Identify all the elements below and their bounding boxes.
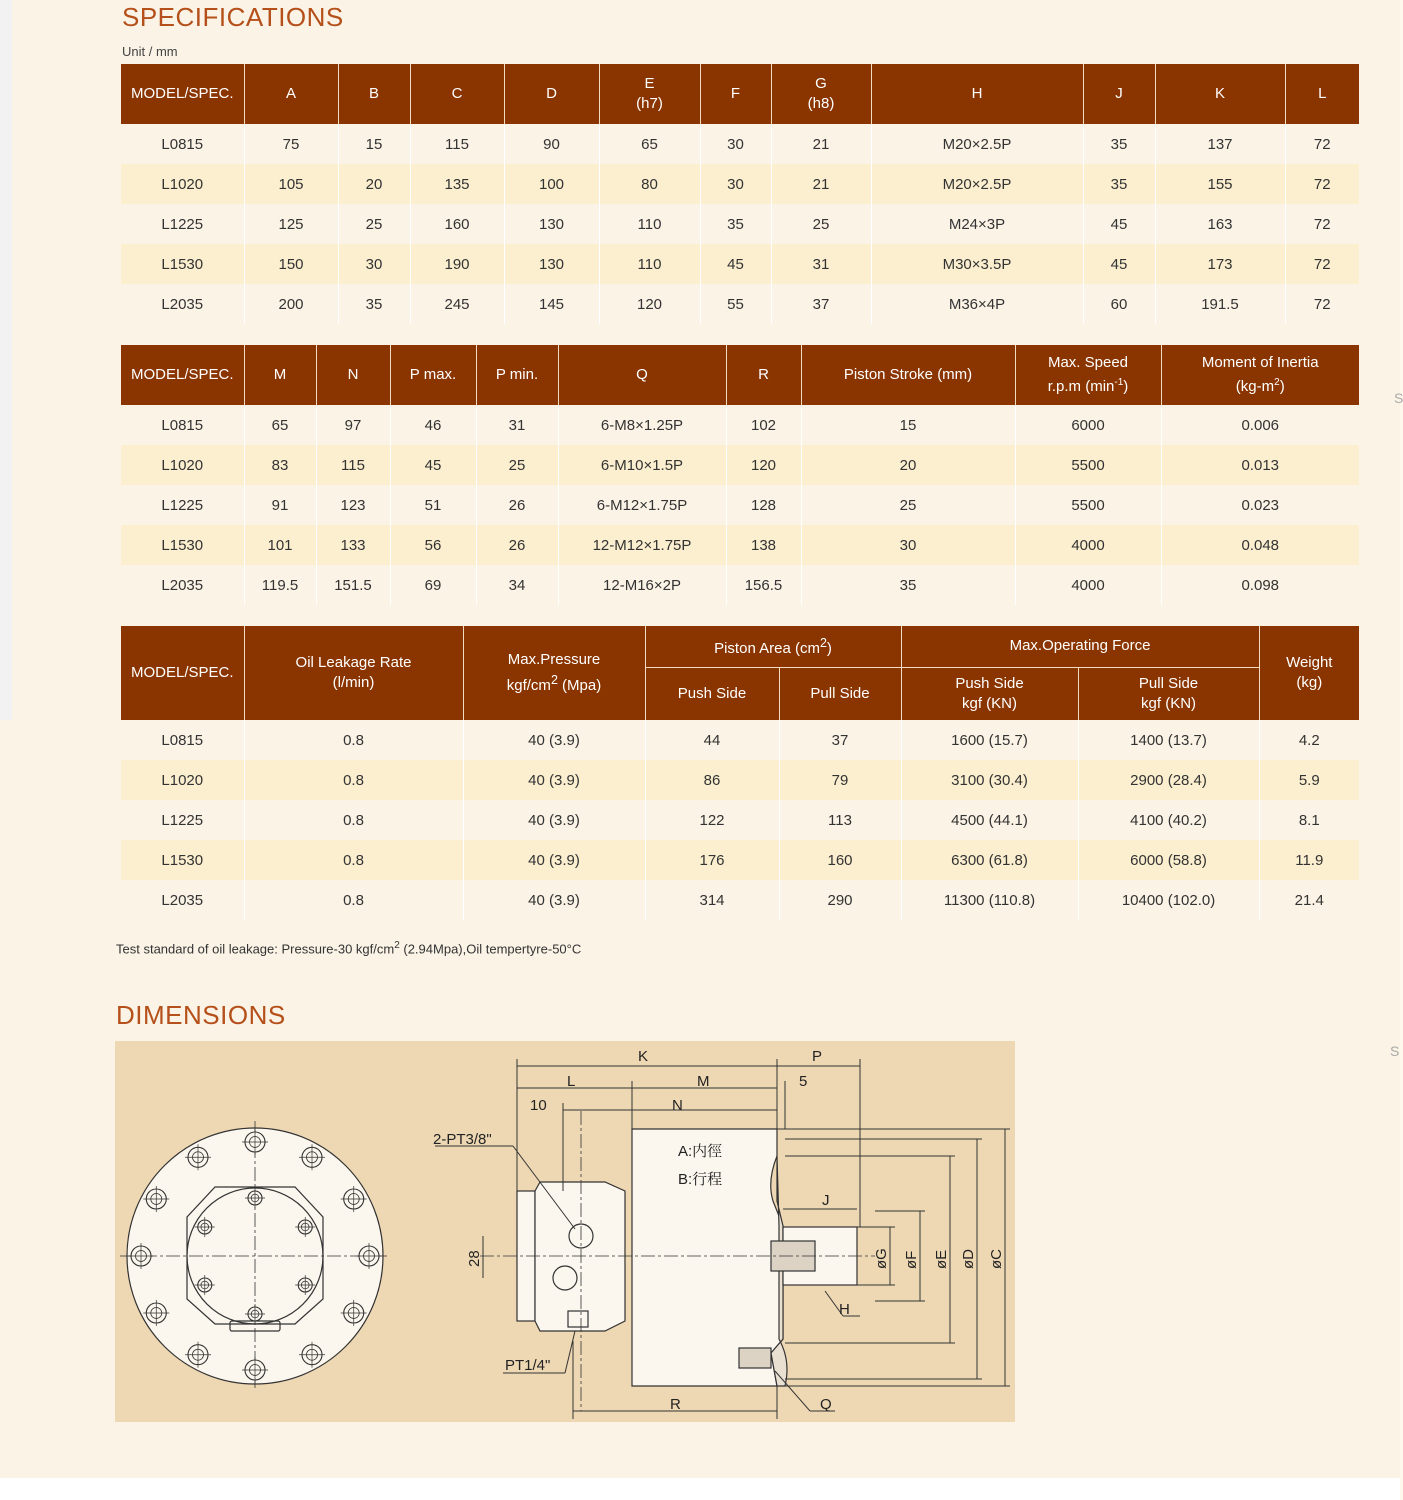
table-cell: 72	[1285, 164, 1359, 204]
spec-table-1	[121, 64, 1359, 324]
table-row	[121, 525, 1359, 565]
table-cell: 44	[645, 720, 779, 760]
model-cell: L1020	[121, 445, 244, 485]
table-row	[121, 800, 1359, 840]
edge-letter: S	[1390, 1043, 1400, 1059]
table-cell: 0.006	[1161, 405, 1359, 445]
label-H: H	[839, 1301, 850, 1318]
table-cell: 160	[410, 204, 504, 244]
bottom-band	[0, 1478, 1400, 1500]
table-cell: 0.8	[244, 760, 463, 800]
table-cell: 160	[779, 840, 901, 880]
table-cell: 83	[244, 445, 316, 485]
model-cell: L1225	[121, 485, 244, 525]
table-cell: 35	[801, 565, 1015, 605]
col-header-weight: Weight (kg)	[1259, 626, 1359, 720]
table-cell: 8.1	[1259, 800, 1359, 840]
table-cell: 72	[1285, 124, 1359, 164]
table-row	[121, 124, 1359, 164]
table-cell: 25	[476, 445, 558, 485]
col-header: M	[244, 345, 316, 405]
col-header: P min.	[476, 345, 558, 405]
model-cell: L1530	[121, 244, 244, 284]
table-cell: 35	[1083, 124, 1155, 164]
table-cell: 1400 (13.7)	[1078, 720, 1259, 760]
unit-label: Unit / mm	[122, 44, 178, 59]
label-28: 28	[466, 1250, 483, 1267]
table-cell: 65	[244, 405, 316, 445]
table-cell: 12-M12×1.75P	[558, 525, 726, 565]
model-cell: L2035	[121, 880, 244, 920]
table-cell: 90	[504, 124, 599, 164]
label-5: 5	[799, 1073, 808, 1090]
table-cell: 26	[476, 485, 558, 525]
table-cell: 122	[645, 800, 779, 840]
table-cell: 60	[1083, 284, 1155, 324]
legend-b: B:行程	[678, 1171, 723, 1188]
table-cell: 113	[779, 800, 901, 840]
model-cell: L2035	[121, 565, 244, 605]
table-cell: 65	[599, 124, 700, 164]
table-cell: 0.8	[244, 800, 463, 840]
model-cell: L2035	[121, 284, 244, 324]
col-header: Piston Stroke (mm)	[801, 345, 1015, 405]
col-header: MODEL/SPEC.	[121, 345, 244, 405]
label-R: R	[670, 1396, 681, 1413]
col-header: R	[726, 345, 801, 405]
table-row	[121, 204, 1359, 244]
table-cell: 125	[244, 204, 338, 244]
table-cell: 155	[1155, 164, 1285, 204]
spec-table-2	[121, 345, 1359, 605]
table-cell: 69	[390, 565, 476, 605]
table-cell: 86	[645, 760, 779, 800]
table-cell: 137	[1155, 124, 1285, 164]
col-header: P max.	[390, 345, 476, 405]
table-cell: 0.013	[1161, 445, 1359, 485]
specifications-heading: SPECIFICATIONS	[122, 2, 344, 32]
model-cell: L0815	[121, 124, 244, 164]
label-P: P	[812, 1048, 823, 1065]
table-cell: 119.5	[244, 565, 316, 605]
table-cell: 11.9	[1259, 840, 1359, 880]
col-header: Q	[558, 345, 726, 405]
table-row	[121, 164, 1359, 204]
label-J: J	[822, 1192, 830, 1209]
col-header: D	[504, 64, 599, 124]
table-cell: 45	[1083, 204, 1155, 244]
model-cell: L1225	[121, 800, 244, 840]
table-cell: 0.8	[244, 880, 463, 920]
table-row	[121, 840, 1359, 880]
table-cell: 37	[771, 284, 871, 324]
table-cell: 156.5	[726, 565, 801, 605]
front-view	[120, 1121, 390, 1391]
label-2-pt38: 2-PT3/8"	[433, 1131, 492, 1148]
col-header: Max. Speed r.p.m $(\min^{-1})$	[1015, 345, 1161, 405]
label-oC: øC	[988, 1249, 1005, 1269]
table-row	[121, 405, 1359, 445]
table-cell: 4000	[1015, 565, 1161, 605]
table-cell: 10400 (102.0)	[1078, 880, 1259, 920]
table-cell: 191.5	[1155, 284, 1285, 324]
table-cell: 80	[599, 164, 700, 204]
table-cell: 30	[700, 124, 771, 164]
dimension-drawing-svg	[115, 1041, 1015, 1422]
table-cell: 6000 (58.8)	[1078, 840, 1259, 880]
table-cell: 40 (3.9)	[463, 720, 645, 760]
table-cell: 30	[700, 164, 771, 204]
table-cell: 105	[244, 164, 338, 204]
col-header-force-push: Push Side kgf (KN)	[901, 667, 1078, 720]
table-row	[121, 485, 1359, 525]
label-K: K	[638, 1048, 649, 1065]
col-header: Moment of Inertia $(kg-m^2)$	[1161, 345, 1359, 405]
table-cell: 40 (3.9)	[463, 800, 645, 840]
table-cell: 20	[801, 445, 1015, 485]
table-cell: 31	[476, 405, 558, 445]
table-cell: 101	[244, 525, 316, 565]
table-cell: 100	[504, 164, 599, 204]
col-header: J	[1083, 64, 1155, 124]
oil-leakage-note: Test standard of oil leakage: Pressure-30 kgf/$cm^2$ (2.94Mpa),Oil tempertyre-50°C	[116, 940, 582, 957]
table-cell: M20×2.5P	[871, 164, 1083, 204]
model-cell: L1530	[121, 525, 244, 565]
table-cell: 35	[700, 204, 771, 244]
table-row	[121, 244, 1359, 284]
table-cell: 15	[338, 124, 410, 164]
table-cell: 6-M12×1.75P	[558, 485, 726, 525]
table-cell: 290	[779, 880, 901, 920]
table-cell: 1600 (15.7)	[901, 720, 1078, 760]
model-cell: L0815	[121, 720, 244, 760]
table-row	[121, 720, 1359, 760]
table-cell: 110	[599, 244, 700, 284]
table-cell: 133	[316, 525, 390, 565]
table-cell: 120	[726, 445, 801, 485]
table-cell: 30	[801, 525, 1015, 565]
col-header: A	[244, 64, 338, 124]
table-cell: 91	[244, 485, 316, 525]
model-cell: L1020	[121, 164, 244, 204]
col-header: K	[1155, 64, 1285, 124]
table-cell: 40 (3.9)	[463, 760, 645, 800]
table-cell: 0.098	[1161, 565, 1359, 605]
table-cell: 128	[726, 485, 801, 525]
table-cell: 45	[390, 445, 476, 485]
table-cell: 45	[700, 244, 771, 284]
table-cell: 145	[504, 284, 599, 324]
label-Q: Q	[820, 1396, 832, 1413]
table-cell: 6-M10×1.5P	[558, 445, 726, 485]
dimension-drawing	[115, 1041, 1015, 1422]
table-cell: 26	[476, 525, 558, 565]
side-port-plug	[568, 1311, 588, 1327]
table-cell: 4.2	[1259, 720, 1359, 760]
table-cell: 0.023	[1161, 485, 1359, 525]
table-cell: 34	[476, 565, 558, 605]
table-cell: 110	[599, 204, 700, 244]
table-cell: 0.048	[1161, 525, 1359, 565]
table-cell: 72	[1285, 284, 1359, 324]
table-cell: 79	[779, 760, 901, 800]
table-cell: 2900 (28.4)	[1078, 760, 1259, 800]
table-cell: 163	[1155, 204, 1285, 244]
model-cell: L1530	[121, 840, 244, 880]
table-cell: 173	[1155, 244, 1285, 284]
col-header: F	[700, 64, 771, 124]
col-header: MODEL/SPEC.	[121, 64, 244, 124]
col-header-model: MODEL/SPEC.	[121, 626, 244, 720]
table-cell: 4500 (44.1)	[901, 800, 1078, 840]
table-cell: 11300 (110.8)	[901, 880, 1078, 920]
table-row	[121, 445, 1359, 485]
legend-a: A:内徑	[678, 1143, 723, 1160]
col-header-max-operating-force: Max.Operating Force	[901, 626, 1259, 667]
table-cell: 40 (3.9)	[463, 840, 645, 880]
table-cell: 75	[244, 124, 338, 164]
table-cell: 135	[410, 164, 504, 204]
table-cell: 151.5	[316, 565, 390, 605]
table-cell: 0.8	[244, 720, 463, 760]
table-cell: M36×4P	[871, 284, 1083, 324]
table-cell: 176	[645, 840, 779, 880]
col-header: G (h8)	[771, 64, 871, 124]
table-cell: 115	[410, 124, 504, 164]
table-cell: 35	[1083, 164, 1155, 204]
col-header: E (h7)	[599, 64, 700, 124]
label-oG: øG	[873, 1248, 890, 1269]
table-row	[121, 284, 1359, 324]
col-header-max-pressure: Max.Pressure kgf/$cm^2$ (Mpa)	[463, 626, 645, 720]
dimensions-heading: DIMENSIONS	[116, 1000, 286, 1030]
side-distributor	[535, 1182, 625, 1331]
table-cell: 56	[390, 525, 476, 565]
side-view	[517, 1129, 857, 1386]
col-header: L	[1285, 64, 1359, 124]
table-cell: 245	[410, 284, 504, 324]
table-cell: 51	[390, 485, 476, 525]
table-row	[121, 565, 1359, 605]
table-cell: 97	[316, 405, 390, 445]
col-header: C	[410, 64, 504, 124]
table-cell: 35	[338, 284, 410, 324]
table-cell: 6300 (61.8)	[901, 840, 1078, 880]
table-row	[121, 760, 1359, 800]
table-cell: 200	[244, 284, 338, 324]
table-cell: 15	[801, 405, 1015, 445]
label-N: N	[672, 1097, 683, 1114]
table-cell: 0.8	[244, 840, 463, 880]
table-cell: 3100 (30.4)	[901, 760, 1078, 800]
table-cell: 115	[316, 445, 390, 485]
model-cell: L1020	[121, 760, 244, 800]
col-header-area-push: Push Side	[645, 667, 779, 720]
col-header-piston-area: Piston Area $(cm^2)$	[645, 626, 901, 667]
table-cell: 21	[771, 164, 871, 204]
table-cell: M24×3P	[871, 204, 1083, 244]
table-row	[121, 880, 1359, 920]
label-oE: øE	[933, 1249, 950, 1269]
table-cell: 20	[338, 164, 410, 204]
edge-letter: S	[1394, 390, 1403, 406]
side-q-bolt	[739, 1348, 771, 1368]
side-port-b	[553, 1266, 577, 1290]
table-cell: 4100 (40.2)	[1078, 800, 1259, 840]
label-10: 10	[530, 1097, 547, 1114]
spec-table-3	[121, 626, 1359, 920]
table-cell: 138	[726, 525, 801, 565]
table-cell: 72	[1285, 204, 1359, 244]
label-oD: øD	[960, 1249, 977, 1269]
table-cell: 21	[771, 124, 871, 164]
left-strip	[0, 0, 12, 720]
table-cell: 314	[645, 880, 779, 920]
table-cell: 6000	[1015, 405, 1161, 445]
table-cell: 30	[338, 244, 410, 284]
table-cell: 6-M8×1.25P	[558, 405, 726, 445]
col-header: H	[871, 64, 1083, 124]
col-header-area-pull: Pull Side	[779, 667, 901, 720]
col-header: N	[316, 345, 390, 405]
model-cell: L1225	[121, 204, 244, 244]
table-cell: 5500	[1015, 445, 1161, 485]
table-cell: 190	[410, 244, 504, 284]
table-cell: 25	[771, 204, 871, 244]
table-cell: 102	[726, 405, 801, 445]
table-cell: 31	[771, 244, 871, 284]
table-cell: 72	[1285, 244, 1359, 284]
table-cell: M30×3.5P	[871, 244, 1083, 284]
table-cell: 130	[504, 204, 599, 244]
table-cell: 40 (3.9)	[463, 880, 645, 920]
table-cell: 4000	[1015, 525, 1161, 565]
table-cell: 12-M16×2P	[558, 565, 726, 605]
table-cell: 46	[390, 405, 476, 445]
model-cell: L0815	[121, 405, 244, 445]
table-cell: 120	[599, 284, 700, 324]
label-pt14: PT1/4"	[505, 1357, 551, 1374]
table-cell: 130	[504, 244, 599, 284]
table-cell: 5.9	[1259, 760, 1359, 800]
table-cell: 21.4	[1259, 880, 1359, 920]
col-header-oil-leakage: Oil Leakage Rate (l/min)	[244, 626, 463, 720]
table-cell: 25	[338, 204, 410, 244]
table-cell: 123	[316, 485, 390, 525]
table-cell: 55	[700, 284, 771, 324]
table-cell: 150	[244, 244, 338, 284]
label-M: M	[697, 1073, 710, 1090]
label-L: L	[567, 1073, 576, 1090]
table-cell: 25	[801, 485, 1015, 525]
table-cell: 5500	[1015, 485, 1161, 525]
table-cell: 37	[779, 720, 901, 760]
table-cell: M20×2.5P	[871, 124, 1083, 164]
col-header-force-pull: Pull Side kgf (KN)	[1078, 667, 1259, 720]
table-cell: 45	[1083, 244, 1155, 284]
col-header: B	[338, 64, 410, 124]
label-oF: øF	[903, 1250, 920, 1269]
